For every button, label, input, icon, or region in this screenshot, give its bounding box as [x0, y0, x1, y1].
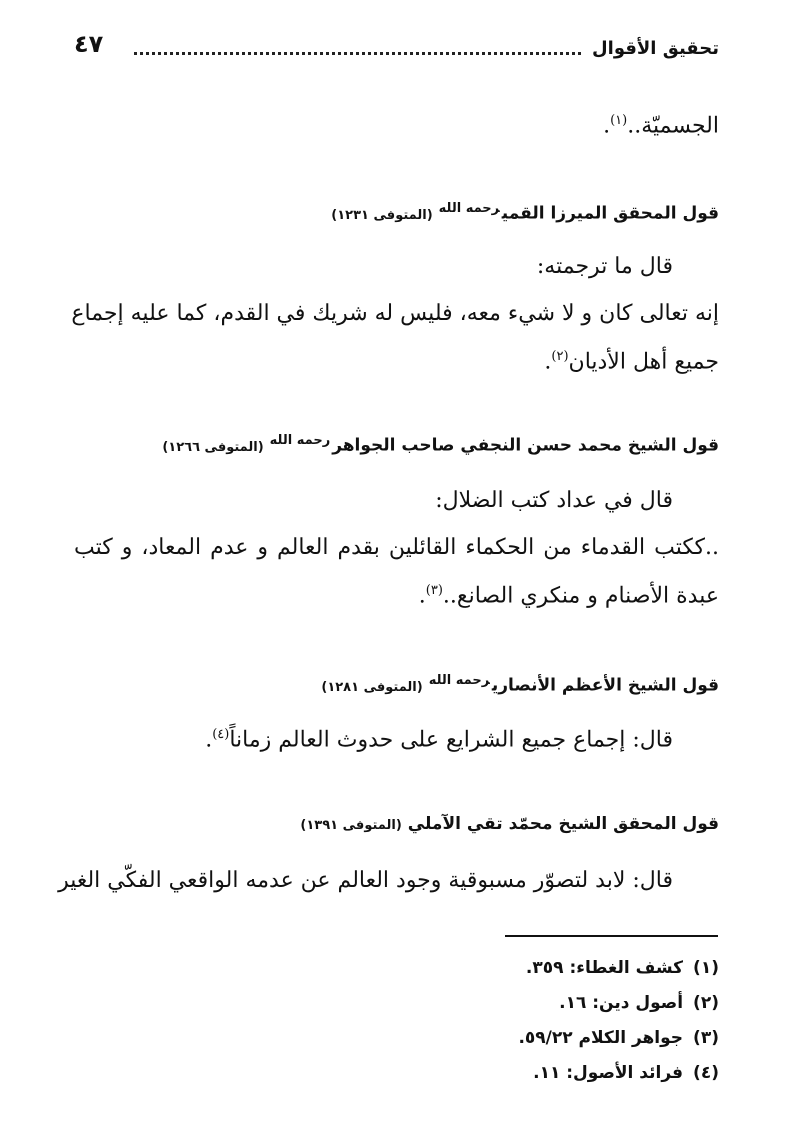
paragraph-text: الجسميّة..	[627, 113, 719, 139]
paragraph-text: قال: إجماع جميع الشرايع على حدوث العالم زماناً	[229, 727, 673, 753]
footnote-text: كشف الغطاء: ٣٥٩.	[525, 958, 684, 978]
paragraph-line: إنه تعالى كان و لا شيء معه، فليس له شريك في القدم، كما عليه إجماع	[71, 301, 719, 326]
paragraph-text: جميع أهل الأديان	[568, 349, 719, 375]
footnote-item	[559, 995, 719, 1012]
death-year-note: (المتوفى ١٢٦٦)	[162, 439, 264, 455]
footnote-ref: (٣)	[425, 583, 443, 598]
paragraph-line: ..ككتب القدماء من الحكماء القائلين بقدم العالم و عدم المعاد، و كتب	[74, 535, 719, 560]
footnote-number: (٢)	[693, 993, 719, 1013]
running-header	[74, 30, 719, 64]
footnote-ref: (٢)	[551, 349, 569, 364]
heading-text: قول الشيخ محمد حسن النجفي صاحب الجواهر	[332, 435, 719, 456]
paragraph-line	[205, 728, 673, 751]
footnote-text: جواهر الكلام ٥٩/٢٢.	[518, 1028, 684, 1048]
paragraph-end: .	[603, 113, 611, 139]
death-year-note: (المتوفى ١٢٨١)	[321, 679, 423, 695]
honorific-mark: رحمه الله	[428, 673, 490, 688]
section-heading-qummi	[331, 202, 719, 223]
heading-text: قول المحقق الميرزا القمي	[501, 203, 719, 224]
paragraph-line: قال ما ترجمته:	[536, 254, 673, 279]
section-heading-amoli	[300, 816, 719, 833]
footnote-text: أصول دين: ١٦.	[559, 993, 684, 1013]
death-year-note: (المتوفى ١٢٣١)	[331, 207, 433, 223]
section-heading-najafi	[162, 434, 719, 455]
section-heading-ansari	[321, 674, 719, 695]
paragraph-line	[544, 350, 719, 373]
footnote-item	[533, 1065, 719, 1082]
footnote-text: فرائد الأصول: ١١.	[533, 1063, 684, 1083]
paragraph-end: .	[418, 583, 426, 609]
death-year-note: (المتوفى ١٣٩١)	[300, 818, 402, 833]
paragraph-line	[419, 584, 719, 607]
footnote-number: (١)	[693, 958, 719, 978]
paragraph-line: قال في عداد كتب الضلال:	[435, 488, 673, 513]
footnote-ref: (١)	[610, 113, 628, 128]
footnote-number: (٤)	[693, 1063, 719, 1083]
footnote-ref: (٤)	[212, 727, 230, 742]
footnote-separator	[505, 935, 718, 937]
paragraph-end: .	[544, 349, 552, 375]
paragraph-end: .	[205, 727, 213, 753]
paragraph-line	[603, 114, 719, 137]
page-number: ٤٧	[74, 30, 104, 58]
footnote-item	[526, 960, 719, 977]
footnote-number: (٣)	[693, 1028, 719, 1048]
honorific-mark: رحمه الله	[438, 201, 500, 216]
honorific-mark: رحمه الله	[269, 433, 331, 448]
header-dot-leader	[134, 52, 581, 55]
heading-text: قول المحقق الشيخ محمّد تقي الآملي	[407, 814, 719, 834]
running-header-title: تحقيق الأقوال	[592, 38, 719, 59]
footnote-item	[518, 1030, 719, 1047]
heading-text: قول الشيخ الأعظم الأنصاري	[491, 675, 719, 696]
paragraph-text: عبدة الأصنام و منكري الصانع..	[442, 583, 719, 609]
paragraph-line: قال: لابد لتصوّر مسبوقية وجود العالم عن عدمه الواقعي الفكّي الغير	[58, 868, 673, 893]
